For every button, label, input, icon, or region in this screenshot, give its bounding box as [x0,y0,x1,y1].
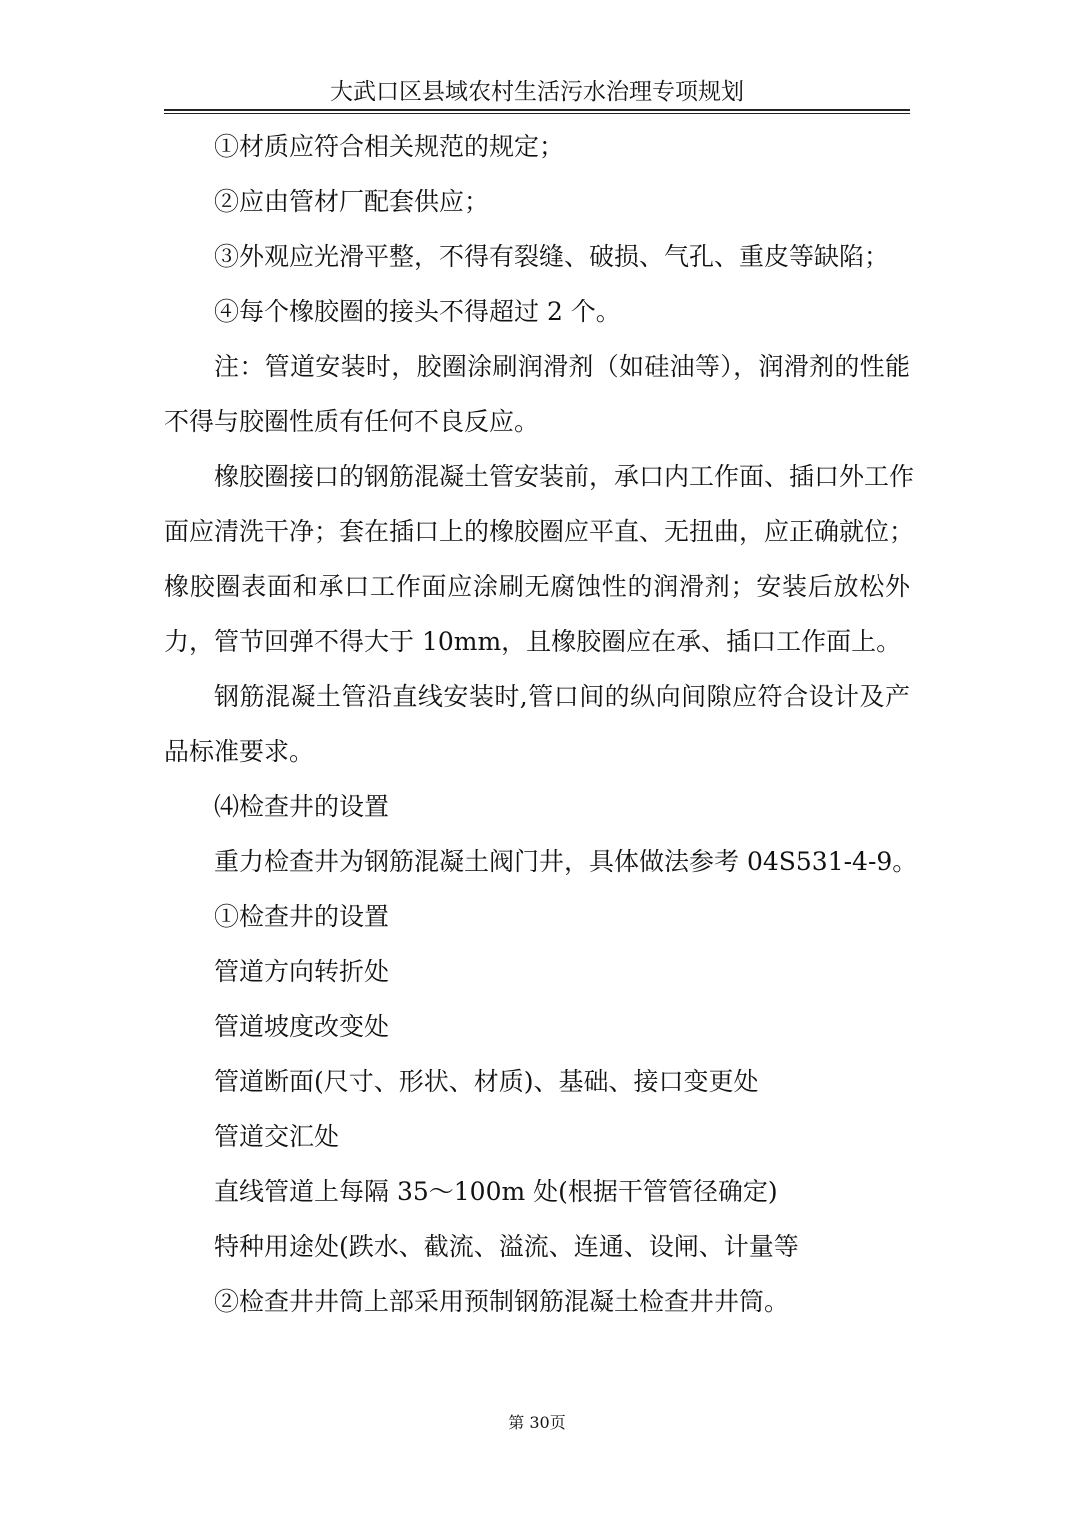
body-line-17: 管道坡度改变处 [214,1012,390,1041]
body-line-2: ②应由管材厂配套供应； [214,187,490,216]
body-line-20: 直线管道上每隔 35～100m 处(根据干管管径确定) [214,1177,778,1206]
body-line-7: 橡胶圈接口的钢筋混凝土管安装前，承口内工作面、插口外工作 [214,462,915,491]
body-line-18: 管道断面(尺寸、形状、材质)、基础、接口变更处 [214,1067,759,1096]
header-rule-thin [164,113,910,114]
body-line-1: ①材质应符合相关规范的规定； [214,132,565,161]
body-line-11: 钢筋混凝土管沿直线安装时,管口间的纵向间隙应符合设计及产 [214,682,910,711]
body-line-21: 特种用途处(跌水、截流、溢流、连通、设闸、计量等 [214,1232,799,1261]
body-line-12: 品标准要求。 [164,737,315,766]
section-heading: ⑷检查井的设置 [214,792,390,821]
page-number: 第 30页 [508,1413,566,1432]
body-line-9: 橡胶圈表面和承口工作面应涂刷无腐蚀性的润滑剂；安装后放松外 [164,572,910,601]
header-rule-thick [164,109,910,111]
body-line-16: 管道方向转折处 [214,957,390,986]
page-header-title: 大武口区县域农村生活污水治理专项规划 [330,79,744,105]
body-line-6: 不得与胶圈性质有任何不良反应。 [164,407,540,436]
body-line-4: ④每个橡胶圈的接头不得超过 2 个。 [214,297,621,326]
body-line-3: ③外观应光滑平整，不得有裂缝、破损、气孔、重皮等缺陷； [214,242,890,271]
body-line-5: 注：管道安装时，胶圈涂刷润滑剂（如硅油等），润滑剂的性能 [214,352,910,381]
body-line-19: 管道交汇处 [214,1122,340,1151]
body-line-22: ②检查井井筒上部采用预制钢筋混凝土检查井井筒。 [214,1287,790,1316]
body-line-8: 面应清洗干净；套在插口上的橡胶圈应平直、无扭曲，应正确就位； [164,517,915,546]
body-line-14: 重力检查井为钢筋混凝土阀门井，具体做法参考 04S531-4-9。 [214,847,918,876]
body-line-10: 力，管节回弹不得大于 10mm，且橡胶圈应在承、插口工作面上。 [164,627,902,656]
body-line-15: ①检查井的设置 [214,902,390,931]
